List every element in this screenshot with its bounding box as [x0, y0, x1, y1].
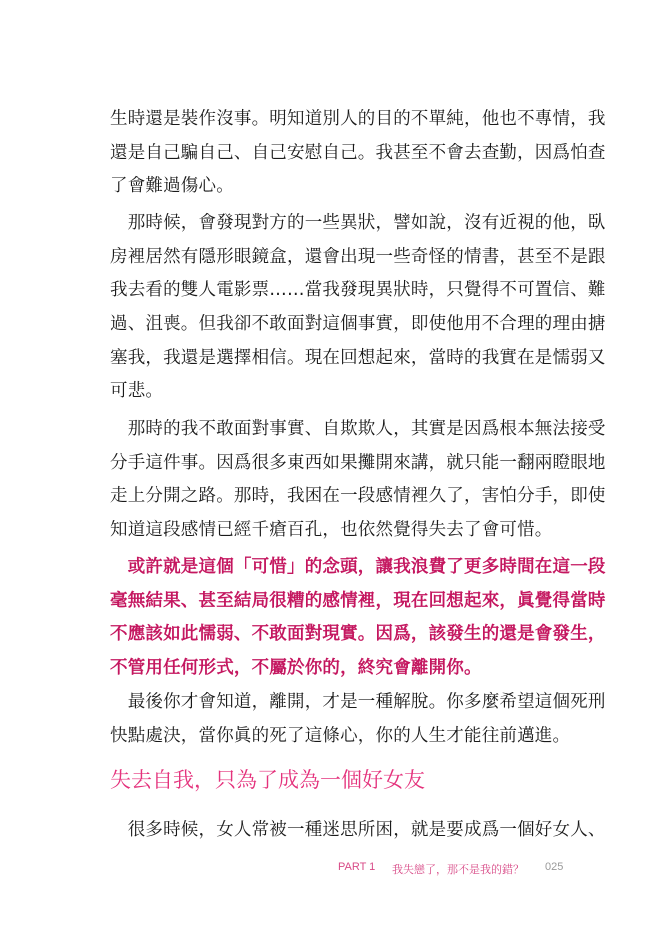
footer-chapter-title: 我失戀了，那不是我的錯？ [392, 864, 524, 876]
text-line: 房裡居然有隱形眼鏡盒，還會出現一些奇怪的情書，甚至不是跟 [110, 247, 606, 267]
page-number: 025 [545, 861, 564, 873]
text-line: 過、沮喪。但我卻不敢面對這個事實，即使他用不合理的理由搪 [110, 314, 606, 334]
text-line: 很多時候，女人常被一種迷思所困，就是要成爲一個好女人、 [110, 820, 606, 840]
text-line: 最後你才會知道，離開，才是一種解脫。你多麼希望這個死刑 [110, 692, 606, 712]
text-line: 走上分開之路。那時，我困在一段感情裡久了，害怕分手，即使 [110, 486, 606, 506]
text-line: 那時候，會發現對方的一些異狀，譬如說，沒有近視的他，臥 [110, 213, 606, 233]
highlight-line: 毫無結果、甚至結局很糟的感情裡，現在回想起來，眞覺得當時 [110, 591, 606, 611]
text-line: 快點處決，當你眞的死了這條心，你的人生才能往前邁進。 [110, 726, 571, 746]
footer-part-label: PART 1 [338, 861, 376, 873]
highlight-line: 或許就是這個「可惜」的念頭，讓我浪費了更多時間在這一段 [110, 557, 606, 577]
highlight-line: 不管用任何形式，不屬於你的，終究會離開你。 [110, 658, 482, 678]
text-line: 塞我，我還是選擇相信。現在回想起來，當時的我實在是懦弱又 [110, 348, 606, 368]
text-line: 了會難過傷心。 [110, 176, 234, 196]
text-line: 知道這段感情已經千瘡百孔，也依然覺得失去了會可惜。 [110, 520, 553, 540]
highlight-line: 不應該如此懦弱、不敢面對現實。因爲，該發生的還是會發生， [110, 624, 606, 644]
text-line: 還是自己騙自己、自己安慰自己。我甚至不會去查勤，因爲怕查 [110, 143, 606, 163]
text-line: 那時的我不敢面對事實、自欺欺人，其實是因爲根本無法接受 [110, 419, 606, 439]
text-line: 可悲。 [110, 381, 164, 401]
text-line: 我去看的雙人電影票……當我發現異狀時，只覺得不可置信、難 [110, 280, 606, 300]
text-line: 生時還是裝作沒事。明知道別人的目的不單純，他也不專情，我 [110, 109, 606, 129]
section-heading: 失去自我，只為了成為一個好女友 [110, 768, 425, 792]
text-line: 分手這件事。因爲很多東西如果攤開來講，就只能一翻兩瞪眼地 [110, 453, 606, 473]
